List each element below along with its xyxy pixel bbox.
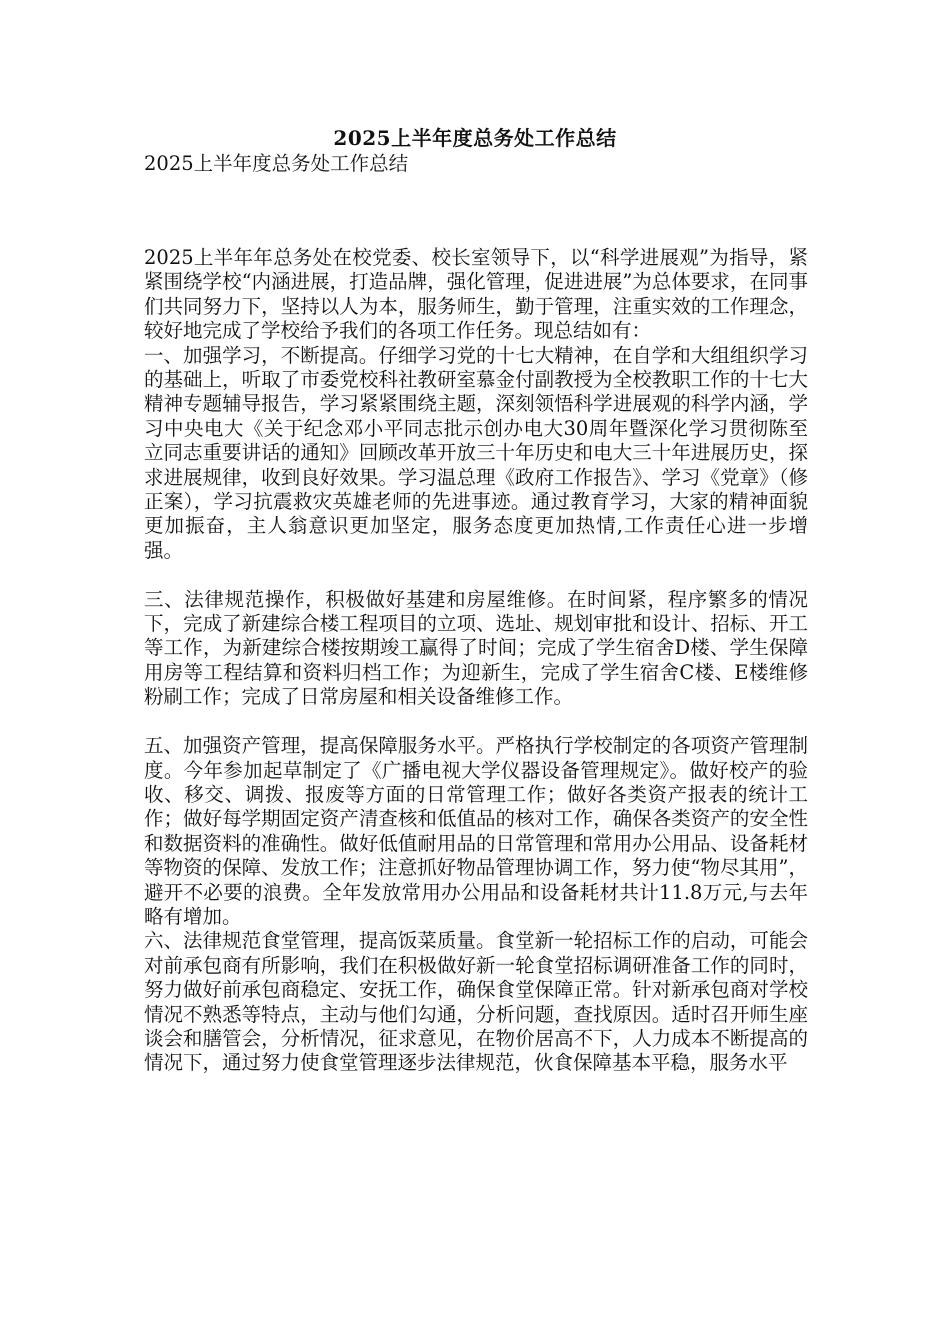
paragraph-spacer [144,710,808,734]
paragraph-section-3: 三、法律规范操作，积极做好基建和房屋维修。在时间紧，程序繁多的情况下，完成了新建综合楼工程项目的立项、选址、规划审批和设计、招标、开工等工作，为新建综合楼按期竣工赢得了时间；完成了学生宿舍D楼、学生保障用房等工程结算和资料归档工作；为迎新生，完成了学生宿舍C楼、E楼维修粉刷工作；完成了日常房屋和相关设备维修工作。 [144,587,808,709]
paragraph-intro: 2025上半年年总务处在校党委、校长室领导下，以“科学进展观”为指导，紧紧围绕学校“内涵进展，打造品牌，强化管理，促进进展”为总体要求，在同事们共同努力下，坚持以人为本，服务师生，勤于管理，注重实效的工作理念，较好地完成了学校给予我们的各项工作任务。现总结如有： [144,246,808,343]
paragraph-section-6: 六、法律规范食堂管理，提高饭菜质量。食堂新一轮招标工作的启动，可能会对前承包商有所影响，我们在积极做好新一轮食堂招标调研准备工作的同时，努力做好前承包商稳定、安抚工作，确保食堂保障正常。针对新承包商对学校情况不熟悉等特点，主动与他们勾通，分析问题，查找原因。适时召开师生座谈会和膳管会，分析情况，征求意见，在物价居高不下，人力成本不断提高的情况下，通过努力使食堂管理逐步法律规范，伙食保障基本平稳，服务水平 [144,929,808,1075]
paragraph-section-5: 五、加强资产管理，提高保障服务水平。严格执行学校制定的各项资产管理制度。今年参加起草制定了《广播电视大学仪器设备管理规定》。做好校产的验收、移交、调拨、报废等方面的日常管理工作；做好各类资产报表的统计工作；做好每学期固定资产清查核和低值品的核对工作，确保各类资产的安全性和数据资料的准确性。做好低值耐用品的日常管理和常用办公用品、设备耗材等物资的保障、发放工作；注意抓好物品管理协调工作，努力使“物尽其用”，避开不必要的浪费。全年发放常用办公用品和设备耗材共计11.8万元,与去年略有增加。 [144,734,808,928]
document-body [144,246,808,1076]
document-title: 2025上半年度总务处工作总结 [333,126,617,150]
paragraph-section-1: 一、加强学习，不断提高。仔细学习党的十七大精神，在自学和大组组织学习的基础上，听取了市委党校科社教研室慕金付副教授为全校教职工作的十七大精神专题辅导报告，学习紧紧围绕主题，深刻领悟科学进展观的科学内涵，学习中央电大《关于纪念邓小平同志批示创办电大30周年暨深化学习贯彻陈至立同志重要讲话的通知》回顾改革开放三十年历史和电大三十年进展历史，探求进展规律，收到良好效果。学习温总理《政府工作报告》、学习《党章》（修正案），学习抗震救灾英雄老师的先进事迹。通过教育学习，大家的精神面貌更加振奋，主人翁意识更加坚定，服务态度更加热情,工作责任心进一步增强。 [144,343,808,562]
paragraph-spacer [144,563,808,587]
document-subtitle: 2025上半年度总务处工作总结 [144,152,409,175]
